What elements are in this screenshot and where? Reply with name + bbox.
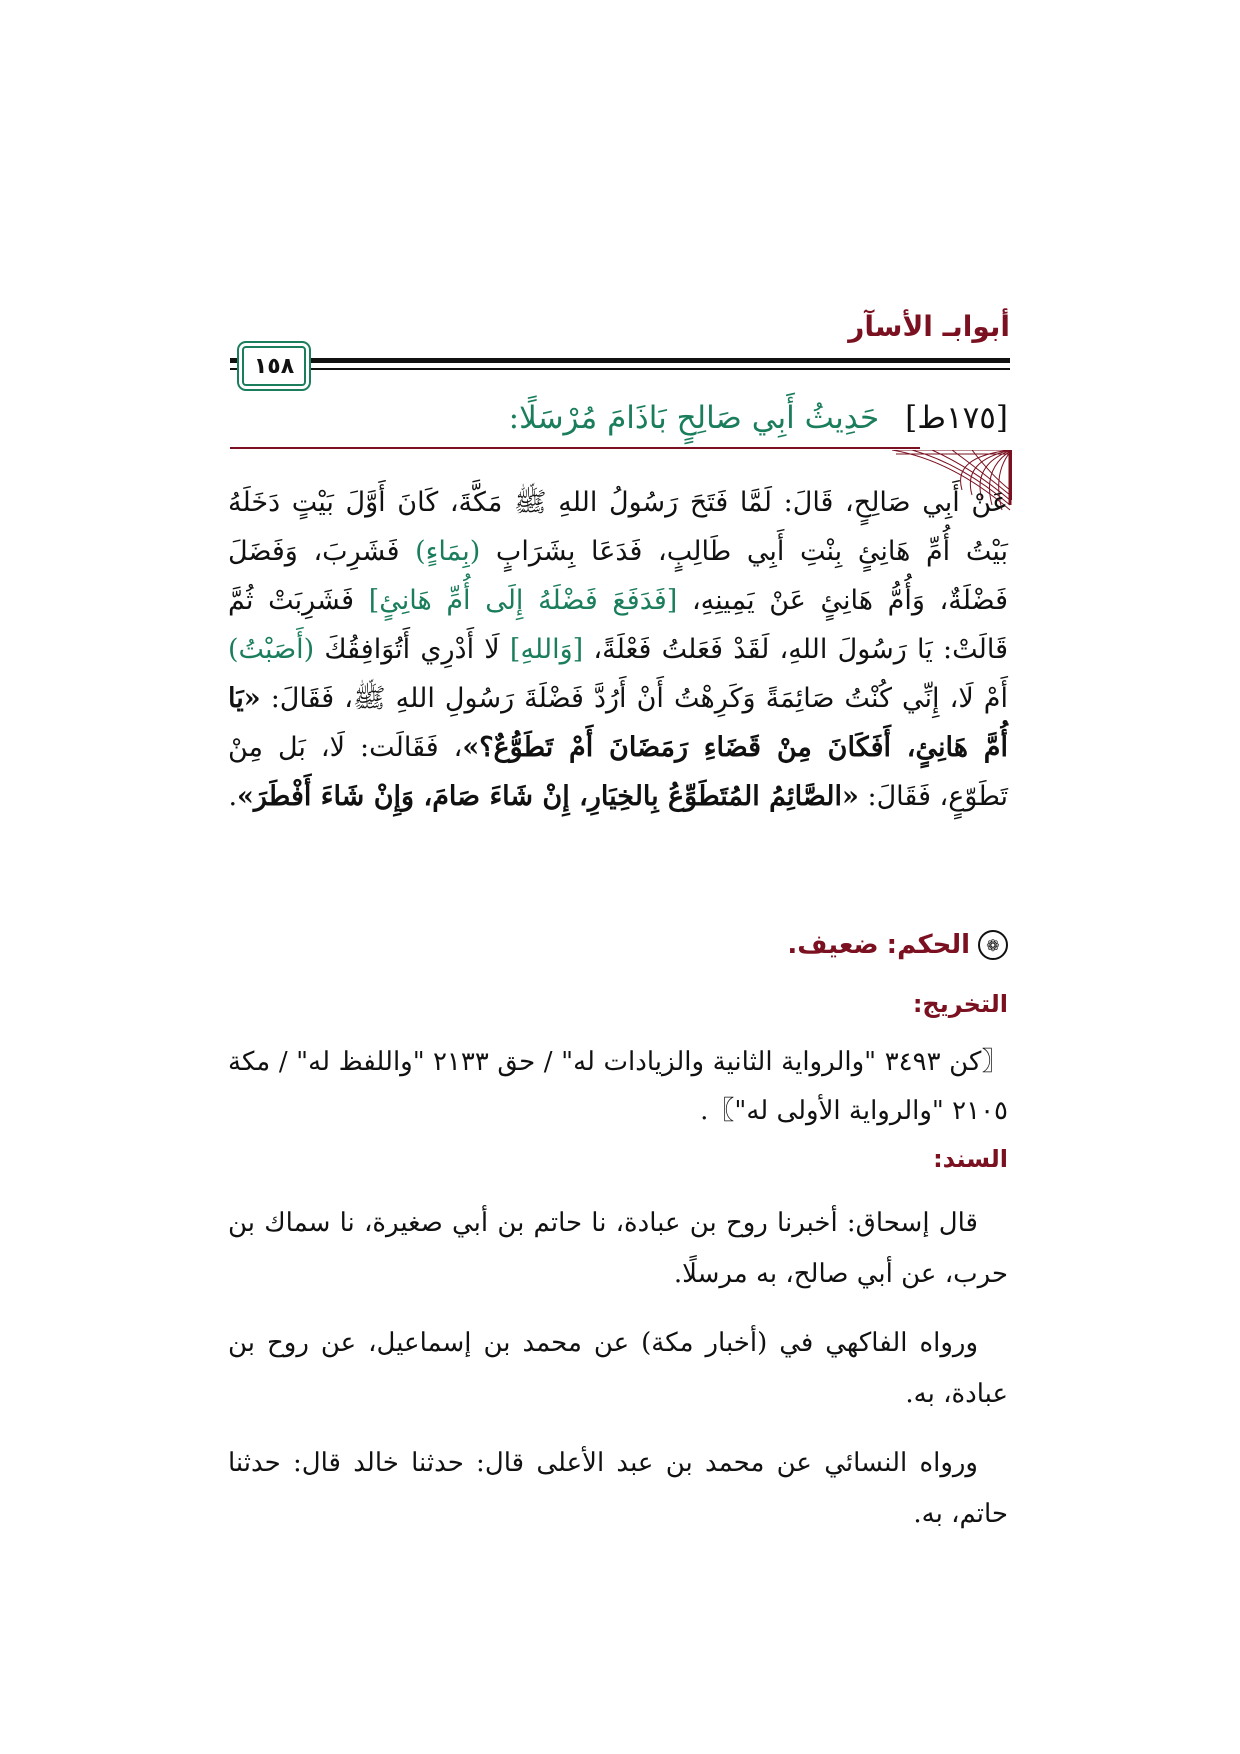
sanad-paragraph: ورواه الفاكهي في (أخبار مكة) عن محمد بن إسماعيل، عن روح بن عبادة، به. xyxy=(228,1328,1008,1409)
hadith-text xyxy=(228,478,1008,821)
matn-part: فَشَرِبَ، وَفَضَلَ فَضْلَةٌ، وَأُمُّ هَانِئٍ عَنْ يَمِينِهِ، xyxy=(228,536,1008,616)
sanad-label: السند: xyxy=(933,1145,1008,1173)
variant-reading: (أَصَبْتُ) xyxy=(228,634,315,665)
prophetic-saying: «الصَّائِمُ المُتَطَوِّعُ بِالخِيَارِ، إِنْ شَاءَ صَامَ، وَإِنْ شَاءَ أَفْطَرَ» xyxy=(237,781,859,812)
matn-part: لَا أَدْرِي أَتُوَافِقُكَ xyxy=(324,634,500,665)
ruling-label: الحكم: xyxy=(886,930,970,960)
takhrij-text: 〖كن ٣٤٩٣ "والرواية الثانية والزيادات له" / حق ٢١٣٣ "واللفظ له" / مكة ٢١٠٥ "والرواية الأولى له"〗. xyxy=(228,1047,1009,1126)
page-number: ١٥٨ xyxy=(242,346,306,386)
hadith-title: حَدِيثُ أَبِي صَالِحٍ بَاذَامَ مُرْسَلًا: xyxy=(508,400,880,436)
ruling-value: ضعيف. xyxy=(787,930,879,960)
heading-underline xyxy=(230,447,920,449)
takhrij-label: التخريج: xyxy=(912,990,1008,1018)
prophetic-saying: «يَا أُمَّ هَانِئٍ، أَفَكَانَ مِنْ قَضَاءِ رَمَضَانَ أَمْ تَطَوُّعٌ؟» xyxy=(228,683,1009,763)
header-rule-thick xyxy=(230,358,1010,363)
variant-reading: (بِمَاءٍ) xyxy=(415,536,481,567)
hadith-heading xyxy=(228,400,1008,436)
hadith-number: [١٧٥ط] xyxy=(905,400,1008,436)
matn-part: فَشَرِبَتْ ثُمَّ قَالَتْ: يَا رَسُولَ اللهِ، لَقَدْ فَعَلتُ فَعْلَةً، xyxy=(228,585,1008,665)
variant-reading: [وَاللهِ] xyxy=(509,634,584,665)
matn-part: ، فَقَالَت: لَا، بَل مِنْ تَطَوّعٍ، فَقَالَ: xyxy=(228,732,1008,812)
page-header xyxy=(230,300,1010,390)
sanad-paragraph: ورواه النسائي عن محمد بن عبد الأعلى قال: حدثنا خالد قال: حدثنا حاتم، به. xyxy=(228,1448,1008,1529)
flower-icon: ❁ xyxy=(978,930,1008,960)
matn-part: أَمْ لَا، إِنِّي كُنْتُ صَائِمَةً وَكَرِهْتُ أَنْ أَرُدَّ فَضْلَةَ رَسُولِ اللهِ ﷺ، فَقَالَ: xyxy=(270,683,1008,714)
matn-part: عَنْ أَبِي صَالِحٍ، قَالَ: لَمَّا فَتَحَ رَسُولُ اللهِ ﷺ مَكَّةَ، كَانَ أَوَّلَ بَيْتٍ دَخَلَهُ بَيْتُ أُمِّ هَانِئٍ بِنْتِ أَبِي طَالِبٍ، فَدَعَا بِشَرَابٍ xyxy=(228,487,1009,567)
sanad-paragraph: قال إسحاق: أخبرنا روح بن عبادة، نا حاتم بن أبي صغيرة، نا سماك بن حرب، عن أبي صالح، به مرسلًا. xyxy=(228,1208,1008,1289)
matn-part: . xyxy=(228,781,238,812)
book-title: أبوابـ الأسآر xyxy=(848,310,1010,343)
ruling xyxy=(228,930,1008,960)
variant-reading: [فَدَفَعَ فَضْلَهُ إِلَى أُمِّ هَانِئٍ] xyxy=(368,585,678,616)
header-rule-thin xyxy=(230,368,1010,370)
